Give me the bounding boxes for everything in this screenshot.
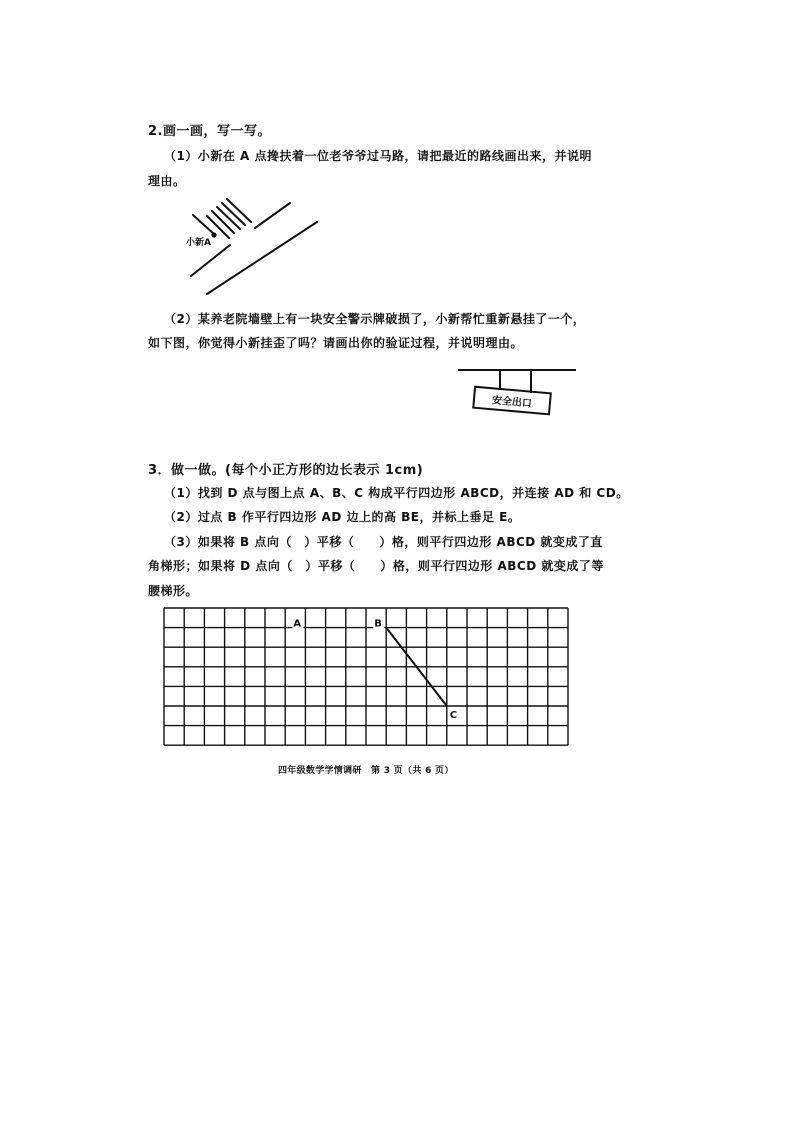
road-crossing-figure (185, 198, 325, 298)
q3-line2: （2）过点 B 作平行四边形 AD 边上的高 BE，并标上垂足 E。 (164, 510, 521, 524)
q2-part1-line2: 理由。 (148, 174, 186, 188)
point-label-a: A (293, 618, 302, 630)
point-a-label: 小新A (186, 238, 211, 248)
crosswalk-stripe (207, 216, 229, 238)
safety-sign-text: 安全出口 (491, 395, 533, 410)
q2-part2-line1: （2）某养老院墙壁上有一块安全警示牌破损了，小新帮忙重新悬挂了一个， (164, 312, 586, 326)
q3-title: 3．做一做。(每个小正方形的边长表示 1cm) (148, 463, 424, 478)
q2-part2-line2: 如下图，你觉得小新挂歪了吗？请画出你的验证过程，并说明理由。 (148, 336, 524, 350)
hanging-sign-figure (455, 365, 585, 425)
point-label-b: B (374, 618, 382, 630)
q3-line3: （3）如果将 B 点向（ ）平移（ ）格，则平行四边形 ABCD 就变成了直 (164, 535, 603, 549)
crosswalk-stripe (212, 211, 234, 233)
square-grid (160, 604, 580, 754)
point-label-c: C (449, 710, 458, 721)
point-a-dot (211, 232, 216, 237)
road-edge-left (191, 245, 230, 276)
page-footer: 四年级数学学情调研 第 3 页（共 6 页） (278, 766, 454, 776)
q2-part1-line1: （1）小新在 A 点搀扶着一位老爷爷过马路，请把最近的路线画出来，并说明 (164, 149, 592, 163)
q3-line1: （1）找到 D 点与图上点 A、B、C 构成平行四边形 ABCD，并连接 AD 和 CD。 (164, 486, 629, 500)
q3-line4: 角梯形；如果将 D 点向（ ）平移（ ）格，则平行四边形 ABCD 就变成了等 (148, 559, 604, 573)
q2-title: 2.画一画，写一写。 (148, 124, 271, 139)
road-edge-upper-right (255, 203, 290, 228)
q3-line5: 腰梯形。 (148, 584, 199, 598)
road-edge-upper-left (193, 215, 215, 235)
